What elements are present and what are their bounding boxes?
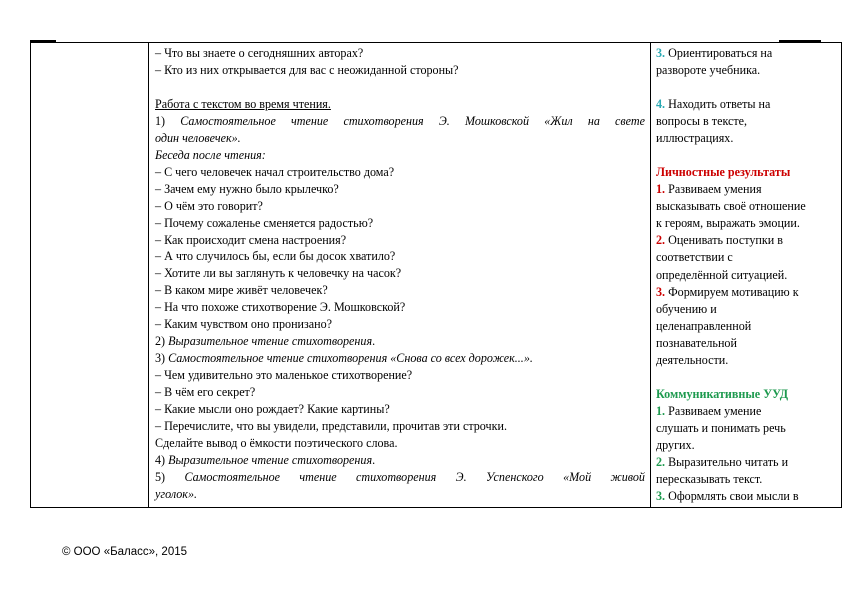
item-text: целенаправленной bbox=[656, 318, 752, 333]
section-heading: Работа с текстом во время чтения. bbox=[155, 96, 331, 111]
item-text: к героям, выражать эмоции. bbox=[656, 216, 800, 231]
spacer bbox=[656, 79, 838, 96]
item-text: Оформлять свои мысли в bbox=[665, 489, 799, 504]
question-text: – Перечислите, что вы увидели, представили, прочитав эти строчки. bbox=[155, 419, 507, 434]
step-number: 2) bbox=[155, 334, 169, 349]
spacer bbox=[155, 79, 645, 96]
item-text: соответствии с bbox=[656, 250, 733, 265]
step-number: 1) bbox=[155, 113, 181, 128]
item-text: Находить ответы на bbox=[665, 97, 771, 112]
results-cell bbox=[651, 43, 842, 508]
item-number: 3. bbox=[656, 489, 666, 504]
question-text: – Хотите ли вы заглянуть к человечку на часок? bbox=[155, 266, 402, 281]
item-text: Выразительно читать и bbox=[665, 454, 789, 469]
question-text: – На что похоже стихотворение Э. Мошковской? bbox=[155, 300, 406, 315]
step-text: Выразительное чтение стихотворения bbox=[168, 452, 373, 467]
item-text: деятельности. bbox=[656, 352, 729, 367]
item-number: 1. bbox=[656, 403, 666, 418]
copyright-footer: © ООО «Баласс», 2015 bbox=[62, 546, 188, 558]
step-5 bbox=[155, 469, 645, 486]
punctuation: . bbox=[372, 334, 376, 349]
step-2 bbox=[155, 333, 645, 350]
question-text: – В каком мире живёт человечек? bbox=[155, 283, 328, 298]
spacer bbox=[656, 369, 838, 386]
result-item bbox=[656, 284, 838, 301]
item-text: иллюстрациях. bbox=[656, 131, 734, 146]
result-item bbox=[656, 96, 838, 113]
activity-cell bbox=[149, 43, 651, 508]
result-item bbox=[656, 181, 838, 198]
stage-cell bbox=[31, 43, 149, 508]
step-4 bbox=[155, 452, 645, 469]
item-text: Развиваем умение bbox=[665, 403, 762, 418]
question-text: – Кто из них открывается для вас с неожиданной стороны? bbox=[155, 62, 459, 77]
item-number: 2. bbox=[656, 233, 666, 248]
item-number: 3. bbox=[656, 284, 666, 299]
step-text: Выразительное чтение стихотворения bbox=[168, 334, 373, 349]
step-text-continued: один человечек». bbox=[155, 130, 241, 145]
section-heading: Беседа после чтения: bbox=[155, 147, 266, 162]
item-number: 4. bbox=[656, 97, 666, 112]
item-text: определённой ситуацией. bbox=[656, 267, 788, 282]
question-text: – Какие мысли оно рождает? Какие картины? bbox=[155, 402, 390, 417]
item-text: Ориентироваться на bbox=[665, 46, 773, 60]
item-number: 3. bbox=[656, 46, 666, 60]
question-text: – Почему сожаленье сменяется радостью? bbox=[155, 215, 374, 230]
step-3 bbox=[155, 350, 645, 367]
step-text: Самостоятельное чтение стихотворения «Снова со всех дорожек...». bbox=[168, 351, 533, 366]
item-text: познавательной bbox=[656, 335, 737, 350]
conclusion-text: Сделайте вывод о ёмкости поэтического слова. bbox=[155, 435, 398, 450]
step-text: Самостоятельное чтение стихотворения Э. Мошковской «Жил на свете bbox=[180, 113, 645, 128]
item-text: пересказывать текст. bbox=[656, 472, 763, 487]
step-number: 5) bbox=[155, 469, 185, 484]
item-text: обучению и bbox=[656, 301, 717, 316]
result-item bbox=[656, 403, 838, 420]
step-text: Самостоятельное чтение стихотворения Э. Успенского «Мой живой bbox=[184, 469, 645, 484]
question-text: – А что случилось бы, если бы досок хватило? bbox=[155, 249, 396, 264]
question-text: – В чём его секрет? bbox=[155, 385, 256, 400]
item-text: Развиваем умения bbox=[665, 182, 762, 197]
step-1 bbox=[155, 113, 645, 130]
item-text: слушать и понимать речь bbox=[656, 420, 786, 435]
item-text: других. bbox=[656, 437, 695, 452]
item-text: Формируем мотивацию к bbox=[665, 284, 799, 299]
punctuation: . bbox=[372, 452, 376, 467]
lesson-table bbox=[30, 42, 842, 508]
question-text: – С чего человечек начал строительство дома? bbox=[155, 164, 395, 179]
result-item bbox=[656, 45, 838, 62]
result-item bbox=[656, 488, 838, 505]
item-number: 2. bbox=[656, 454, 666, 469]
result-item bbox=[656, 454, 838, 471]
item-text: развороте учебника. bbox=[656, 63, 761, 78]
step-number: 4) bbox=[155, 452, 169, 467]
table-row bbox=[31, 43, 842, 508]
item-number: 1. bbox=[656, 182, 666, 197]
personal-results-heading: Личностные результаты bbox=[656, 165, 791, 180]
question-text: – Что вы знаете о сегодняшних авторах? bbox=[155, 46, 364, 60]
communicative-heading: Коммуникативные УУД bbox=[656, 386, 789, 401]
step-number: 3) bbox=[155, 351, 169, 366]
item-text: Оценивать поступки в bbox=[665, 233, 783, 248]
spacer bbox=[656, 147, 838, 164]
question-text: – Зачем ему нужно было крылечко? bbox=[155, 181, 339, 196]
step-text-continued: уголок». bbox=[155, 486, 198, 501]
item-text: вопросы в тексте, bbox=[656, 114, 748, 129]
item-text: высказывать своё отношение bbox=[656, 199, 806, 214]
question-text: – Как происходит смена настроения? bbox=[155, 232, 347, 247]
question-text: – Каким чувством оно пронизано? bbox=[155, 317, 333, 332]
question-text: – О чём это говорит? bbox=[155, 198, 263, 213]
result-item bbox=[656, 232, 838, 249]
question-text: – Чем удивительно это маленькое стихотворение? bbox=[155, 368, 413, 383]
